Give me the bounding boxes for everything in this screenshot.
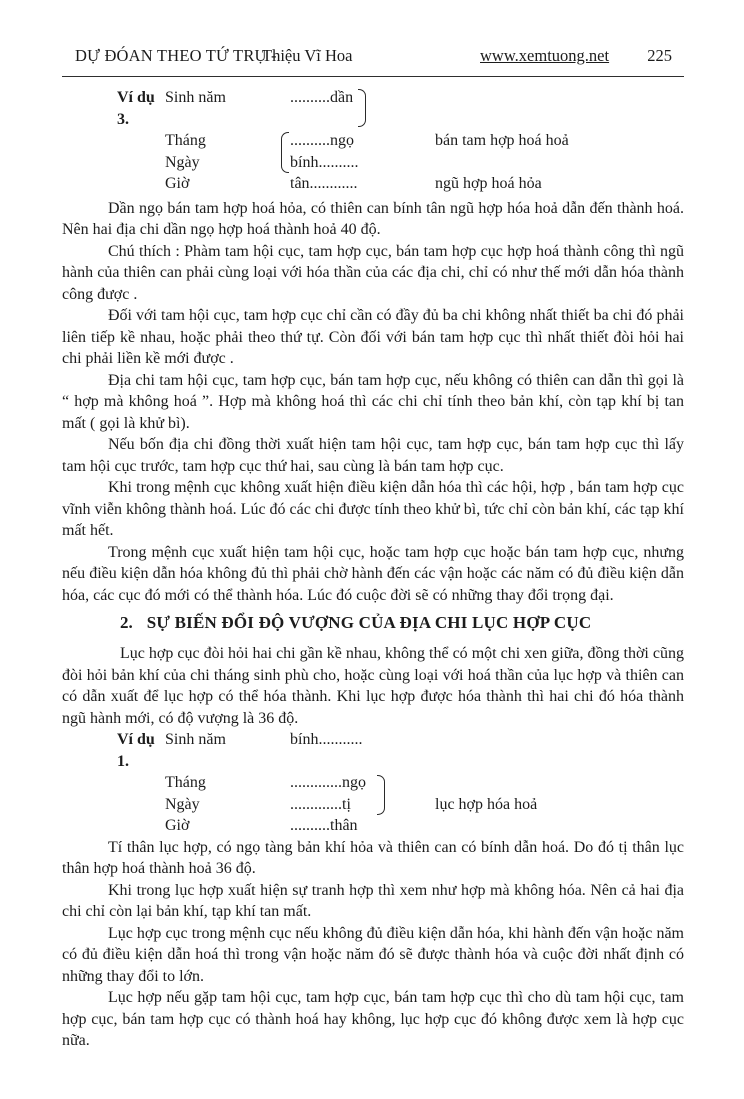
example-row bbox=[62, 87, 684, 130]
pillar-field: Sinh năm bbox=[165, 731, 226, 748]
body-section-c bbox=[62, 837, 684, 1052]
pillar-field: Tháng bbox=[165, 774, 206, 791]
brace-binh-tan bbox=[281, 132, 289, 173]
pillar-field: Sinh năm bbox=[165, 89, 226, 106]
paragraph: Khi trong mệnh cục không xuất hiện điều kiện dẫn hóa thì các hội, hợp , bán tam hợp cục vĩnh viễn không thành hoá. Lúc đó các chi được tính theo khử bì, tức chỉ còn bản khí, các tạp khí mất hết. bbox=[62, 479, 684, 539]
pillar-field: Ngày bbox=[165, 795, 200, 813]
pillar-note: lục hợp hóa hoả bbox=[435, 795, 538, 813]
paragraph: Lục hợp cục đòi hỏi hai chi gần kề nhau, không thể có một chi xen giữa, đồng thời cũng đòi hỏi bản khí của chi tháng sinh phù cho, hoặc cùng loại với hoá thần của lục hợp và thiên can có dẫn xuất để lục hợp có thể hóa thành. Khi lục hợp được hóa thành thì hai chi đó hóa thành ngũ hành mới, có độ vượng là 36 độ. bbox=[62, 645, 684, 727]
pillar-field: Ngày bbox=[165, 153, 200, 171]
paragraph: Lục hợp nếu gặp tam hội cục, tam hợp cục, bán tam hợp cục thì cho dù tam hội cục, tam hợp cục, bán tam hợp cục có thành hoá hay không, lục hợp cục đó không được xem là hợp cục nữa. bbox=[62, 989, 684, 1049]
pillar-value: bính.......... bbox=[290, 153, 359, 171]
pillar-note bbox=[435, 87, 684, 130]
pillar-field: Giờ bbox=[165, 817, 190, 834]
example-row bbox=[62, 130, 684, 152]
pillar-value: ..........thân bbox=[290, 817, 358, 834]
example-3-block bbox=[62, 87, 684, 195]
pillar-value: bính........... bbox=[290, 731, 363, 748]
website-link[interactable]: www.xemtuong.net bbox=[480, 46, 610, 65]
brace-ti-than bbox=[377, 775, 385, 815]
pillar-field: Tháng bbox=[165, 132, 206, 149]
example-row bbox=[62, 173, 684, 195]
pillar-note: ngũ hợp hoá hỏa bbox=[435, 175, 542, 192]
pillar-value: tân............ bbox=[290, 175, 358, 192]
page-content bbox=[0, 46, 744, 1052]
pillar-note bbox=[435, 815, 684, 837]
example-1-block bbox=[62, 729, 684, 837]
section-title: SỰ BIẾN ĐỔI ĐỘ VƯỢNG CỦA ĐỊA CHI LỤC HỢP CỤC bbox=[146, 613, 592, 632]
body-section-b bbox=[62, 643, 684, 729]
paragraph: Đối với tam hội cục, tam hợp cục chỉ cần có đầy đủ ba chi không nhất thiết ba chi đó phải liên tiếp kề nhau, hoặc phải theo thứ tự. Còn đối với bán tam hợp cục thì nhất thiết đòi hỏi hai chi phải liền kề mới được . bbox=[62, 307, 684, 367]
section-number: 2. bbox=[120, 613, 133, 632]
pillar-value: ..........dần bbox=[290, 89, 354, 106]
book-author: Thiệu Vĩ Hoa bbox=[262, 46, 353, 65]
pillar-value: ..........ngọ bbox=[290, 132, 354, 149]
pillar-note bbox=[435, 729, 684, 772]
paragraph: Lục hợp cục trong mệnh cục nếu không đủ điều kiện dẫn hóa, khi hành đến vận hoặc năm có đủ điều kiện dẫn hoá thì trong vận hoặc năm đó sẽ được thành hóa và cuộc đời nhất định có những thay đổi to lớn. bbox=[62, 924, 684, 985]
example-label: Ví dụ 3. bbox=[117, 89, 155, 128]
book-title: DỰ ĐÓAN THEO TỨ TRỤ - bbox=[75, 46, 277, 65]
paragraph: Tí thân lục hợp, có ngọ tàng bản khí hỏa và thiên can có bính dẫn hoá. Do đó tị thân lục thân hợp hoá thành hoả 36 độ. bbox=[62, 838, 684, 877]
paragraph: Địa chi tam hội cục, tam hợp cục, bán tam hợp cục, nếu không có thiên can dẫn thì gọi là “ hợp mà không hoá ”. Hợp mà không hoá thì các chi chỉ tính theo bản khí, còn tạp khí bị tan mất ( gọi là khử bì). bbox=[62, 371, 684, 432]
scanned-book-page bbox=[0, 46, 744, 1099]
example-row bbox=[62, 815, 684, 837]
brace-dan-ngo bbox=[358, 89, 366, 127]
example-row bbox=[62, 152, 684, 174]
paragraph: Chú thích : Phàm tam hội cục, tam hợp cục, bán tam hợp cục hợp hoá thành công thì ngũ hành của thiên can phải cùng loại với hóa thần của các địa chi, chỉ có như thế mới dẫn hóa thành công được . bbox=[62, 242, 684, 303]
pillar-value: .............tị bbox=[290, 795, 351, 813]
paragraph: Khi trong lục hợp xuất hiện sự tranh hợp thì xem như hợp mà không hóa. Nên cả hai địa chi chỉ còn lại bản khí, tạp khí tan mất. bbox=[62, 881, 684, 920]
paragraph: Nếu bốn địa chi đồng thời xuất hiện tam hội cục, tam hợp cục, bán tam hợp cục thì lấy tam hội cục trước, tam hợp cục thứ hai, sau cùng là bán tam hợp cục. bbox=[62, 436, 684, 475]
pillar-field: Giờ bbox=[165, 175, 190, 192]
pillar-note: bán tam hợp hoá hoả bbox=[435, 132, 569, 149]
pillar-note bbox=[435, 152, 684, 174]
section-heading bbox=[62, 612, 684, 634]
example-row bbox=[62, 772, 684, 794]
paragraph: Dần ngọ bán tam hợp hoá hỏa, có thiên can bính tân ngũ hợp hóa hoả dẫn đến thành hoá. Nên hai địa chi dần ngọ hợp hoá thành hoả 40 độ. bbox=[62, 199, 684, 238]
page-number: 225 bbox=[647, 46, 672, 65]
body-section-a bbox=[62, 198, 684, 607]
paragraph: Trong mệnh cục xuất hiện tam hội cục, hoặc tam hợp cục hoặc bán tam hợp cục, nhưng nếu điều kiện dẫn hóa không đủ thì phải chờ hành đến các vận hoặc các năm có đủ điều kiện dẫn hóa, các cục đó mới có thể thành hóa. Lúc đó cuộc đời sẽ có những thay đổi trọng đại. bbox=[62, 543, 684, 604]
example-row bbox=[62, 729, 684, 772]
page-header bbox=[62, 46, 684, 66]
example-label: Ví dụ 1. bbox=[117, 731, 155, 770]
pillar-value: .............ngọ bbox=[290, 774, 366, 791]
pillar-note bbox=[435, 772, 684, 794]
header-rule bbox=[62, 76, 684, 77]
example-row bbox=[62, 794, 684, 816]
